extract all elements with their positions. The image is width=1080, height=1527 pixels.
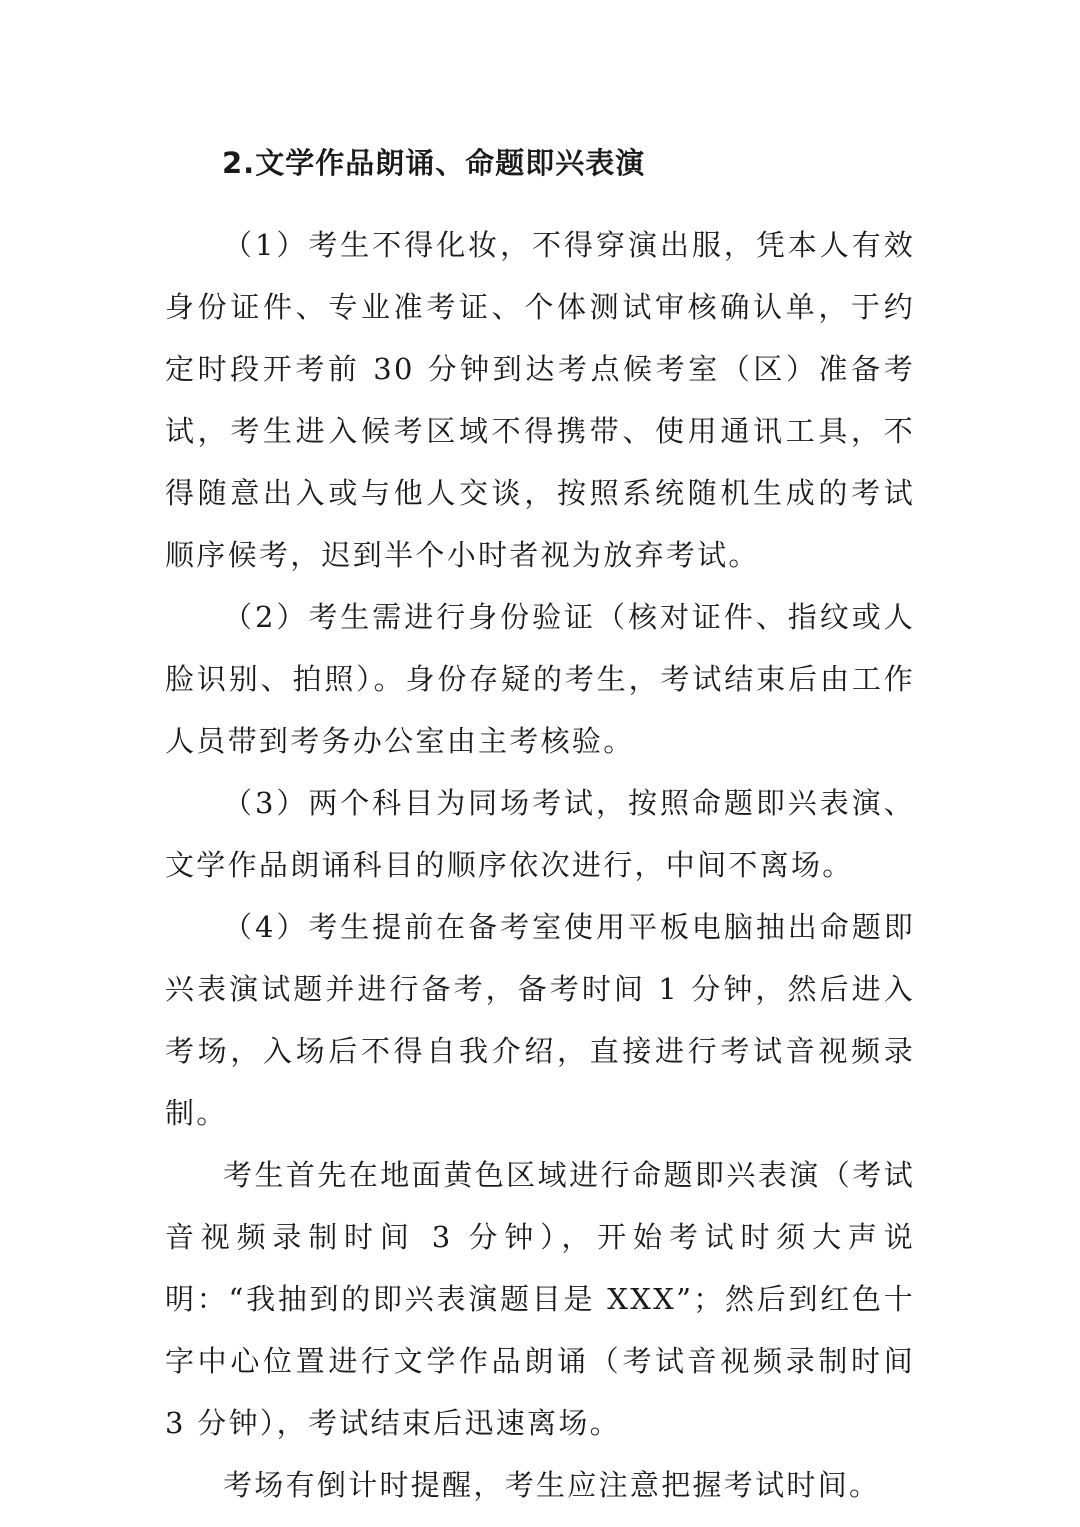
paragraph-1: （1）考生不得化妆，不得穿演出服，凭本人有效身份证件、专业准考证、个体测试审核确认单，于约定时段开考前 30 分钟到达考点候考室（区）准备考试，考生进入候考区域不得携带、使用通讯工具，不得随意出入或与他人交谈，按照系统随机生成的考试顺序候考，迟到半个小时者视为放弃考试。	[165, 228, 915, 572]
section-heading: 2.文学作品朗诵、命题即兴表演	[222, 146, 646, 180]
paragraph-4: （4）考生提前在备考室使用平板电脑抽出命题即兴表演试题并进行备考，备考时间 1 分钟，然后进入考场，入场后不得自我介绍，直接进行考试音视频录制。	[165, 910, 915, 1130]
paragraph-2: （2）考生需进行身份验证（核对证件、指纹或人脸识别、拍照）。身份存疑的考生，考试结束后由工作人员带到考务办公室由主考核验。	[165, 600, 915, 758]
paragraph-5: 考生首先在地面黄色区域进行命题即兴表演（考试音视频录制时间 3 分钟），开始考试时须大声说明：“我抽到的即兴表演题目是 XXX”；然后到红色十字中心位置进行文学作品朗诵（考试音视频录制时间 3 分钟），考试结束后迅速离场。	[165, 1158, 915, 1440]
paragraph-3: （3）两个科目为同场考试，按照命题即兴表演、文学作品朗诵科目的顺序依次进行，中间不离场。	[165, 786, 915, 882]
document-body	[165, 140, 915, 1516]
paragraph-6: 考场有倒计时提醒，考生应注意把握考试时间。	[223, 1468, 881, 1502]
